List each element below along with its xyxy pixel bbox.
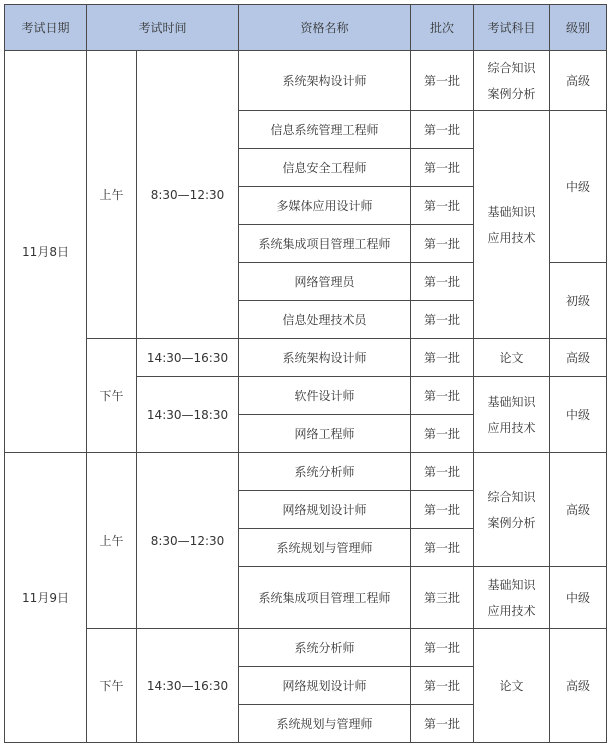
time-cell: 8:30—12:30 — [137, 51, 239, 339]
batch-cell: 第一批 — [411, 225, 474, 263]
batch-cell: 第一批 — [411, 187, 474, 225]
session-cell: 上午 — [87, 453, 137, 629]
batch-cell: 第一批 — [411, 149, 474, 187]
qualification-cell: 系统架构设计师 — [239, 51, 411, 111]
time-cell: 8:30—12:30 — [137, 453, 239, 629]
subject-line: 应用技术 — [487, 230, 536, 245]
subject-cell — [474, 567, 550, 629]
level-cell: 高级 — [550, 339, 607, 377]
batch-cell: 第一批 — [411, 263, 474, 301]
subject-line: 案例分析 — [487, 86, 536, 101]
level-cell: 高级 — [550, 629, 607, 743]
header-level: 级别 — [550, 5, 607, 51]
level-cell: 高级 — [550, 51, 607, 111]
exam-schedule-table — [4, 4, 607, 743]
subject-line: 案例分析 — [487, 515, 536, 530]
subject-line: 应用技术 — [487, 603, 536, 618]
batch-cell: 第一批 — [411, 667, 474, 705]
subject-cell: 论文 — [474, 629, 550, 743]
level-cell: 中级 — [550, 377, 607, 453]
subject-cell — [474, 111, 550, 339]
exam-date-cell: 11月8日 — [5, 51, 87, 453]
header-exam-date: 考试日期 — [5, 5, 87, 51]
time-cell: 14:30—16:30 — [137, 629, 239, 743]
session-cell: 下午 — [87, 339, 137, 453]
qualification-cell: 软件设计师 — [239, 377, 411, 415]
exam-date-cell: 11月9日 — [5, 453, 87, 743]
batch-cell: 第一批 — [411, 529, 474, 567]
level-cell: 初级 — [550, 263, 607, 339]
qualification-cell: 系统规划与管理师 — [239, 529, 411, 567]
batch-cell: 第一批 — [411, 301, 474, 339]
level-cell: 中级 — [550, 567, 607, 629]
qualification-cell: 网络管理员 — [239, 263, 411, 301]
batch-cell: 第一批 — [411, 453, 474, 491]
subject-line: 基础知识 — [487, 577, 536, 592]
qualification-cell: 系统集成项目管理工程师 — [239, 567, 411, 629]
header-qualification: 资格名称 — [239, 5, 411, 51]
subject-line: 综合知识 — [487, 60, 536, 75]
session-cell: 上午 — [87, 51, 137, 339]
level-cell: 中级 — [550, 111, 607, 263]
subject-cell: 论文 — [474, 339, 550, 377]
subject-line: 基础知识 — [487, 204, 536, 219]
subject-line: 综合知识 — [487, 489, 536, 504]
table-row — [5, 453, 607, 491]
batch-cell: 第一批 — [411, 377, 474, 415]
subject-cell — [474, 377, 550, 453]
qualification-cell: 系统规划与管理师 — [239, 705, 411, 743]
batch-cell: 第一批 — [411, 415, 474, 453]
batch-cell: 第一批 — [411, 491, 474, 529]
qualification-cell: 多媒体应用设计师 — [239, 187, 411, 225]
subject-line: 应用技术 — [487, 420, 536, 435]
batch-cell: 第一批 — [411, 339, 474, 377]
level-cell: 高级 — [550, 453, 607, 567]
time-cell: 14:30—16:30 — [137, 339, 239, 377]
session-cell: 下午 — [87, 629, 137, 743]
header-batch: 批次 — [411, 5, 474, 51]
subject-cell — [474, 51, 550, 111]
qualification-cell: 网络规划设计师 — [239, 491, 411, 529]
qualification-cell: 系统分析师 — [239, 629, 411, 667]
table-header-row — [5, 5, 607, 51]
batch-cell: 第一批 — [411, 705, 474, 743]
qualification-cell: 网络工程师 — [239, 415, 411, 453]
subject-line: 基础知识 — [487, 394, 536, 409]
batch-cell: 第一批 — [411, 629, 474, 667]
header-subject: 考试科目 — [474, 5, 550, 51]
time-cell: 14:30—18:30 — [137, 377, 239, 453]
qualification-cell: 系统分析师 — [239, 453, 411, 491]
batch-cell: 第三批 — [411, 567, 474, 629]
table-row — [5, 339, 607, 377]
subject-cell — [474, 453, 550, 567]
header-exam-time: 考试时间 — [87, 5, 239, 51]
qualification-cell: 系统架构设计师 — [239, 339, 411, 377]
qualification-cell: 信息处理技术员 — [239, 301, 411, 339]
qualification-cell: 信息安全工程师 — [239, 149, 411, 187]
batch-cell: 第一批 — [411, 51, 474, 111]
table-row — [5, 51, 607, 111]
batch-cell: 第一批 — [411, 111, 474, 149]
qualification-cell: 系统集成项目管理工程师 — [239, 225, 411, 263]
table-row — [5, 629, 607, 667]
qualification-cell: 信息系统管理工程师 — [239, 111, 411, 149]
qualification-cell: 网络规划设计师 — [239, 667, 411, 705]
